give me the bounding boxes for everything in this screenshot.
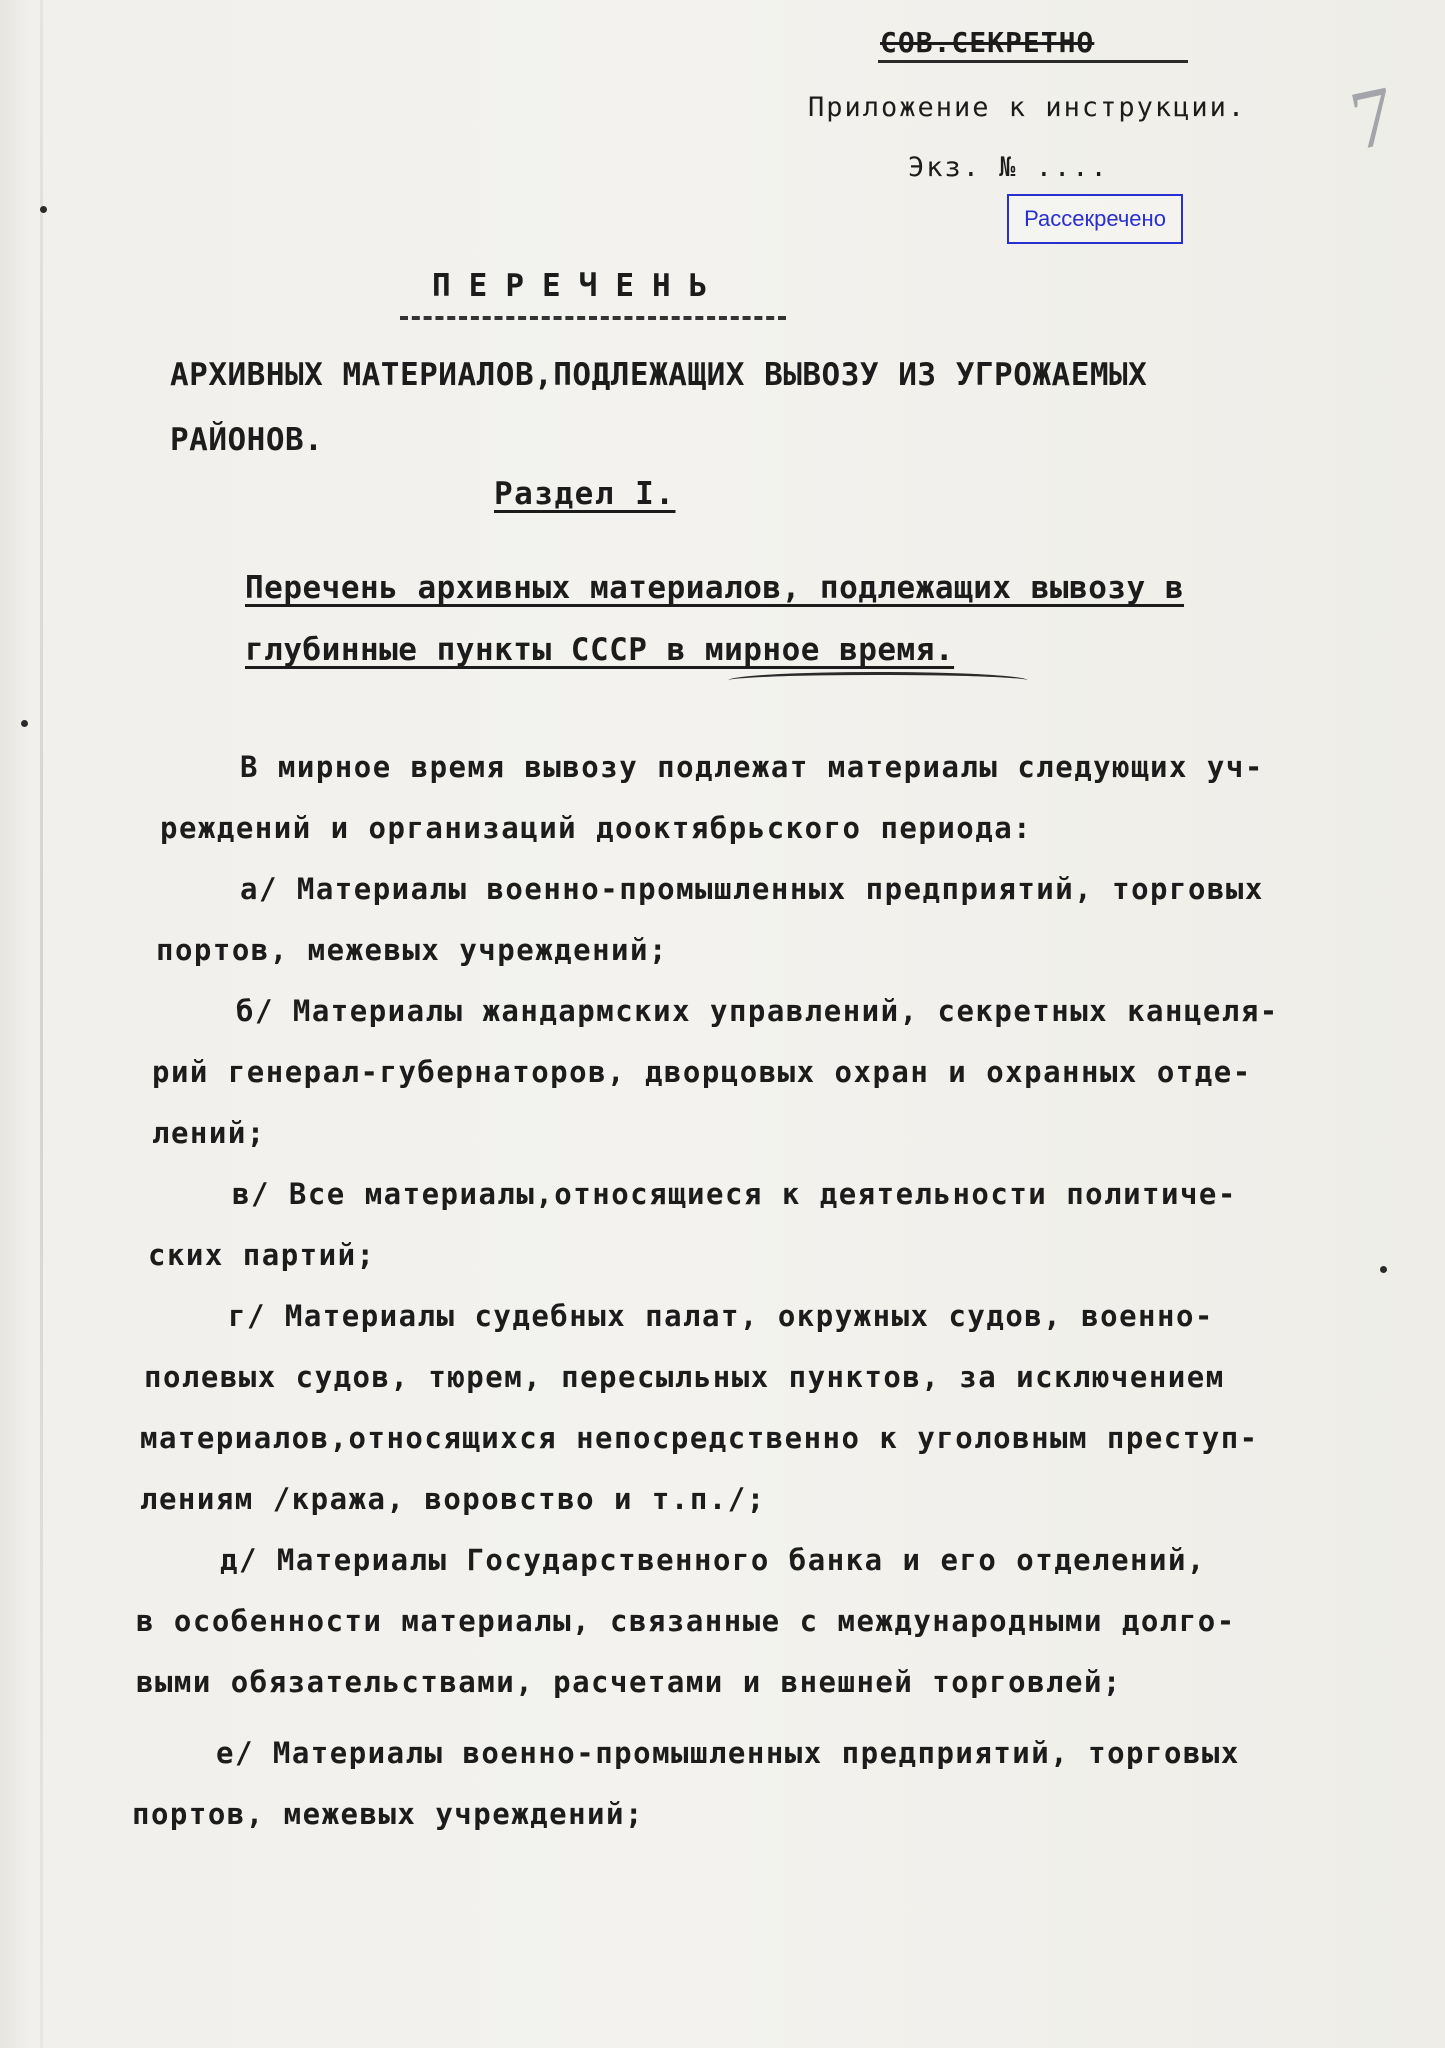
heading-line-1: АРХИВНЫХ МАТЕРИАЛОВ,ПОДЛЕЖАЩИХ ВЫВОЗУ ИЗ УГРОЖАЕМЫХ <box>170 357 1148 393</box>
subtitle-line-1: Перечень архивных материалов, подлежащих вывозу в <box>245 570 1185 606</box>
title-underline <box>400 316 786 320</box>
body-line: е/ Материалы военно-промышленных предприятий, торговых <box>216 1736 1240 1770</box>
body-line: полевых судов, тюрем, пересыльных пунктов, за исключением <box>144 1360 1225 1394</box>
body-line: д/ Материалы Государственного банка и его отделений, <box>220 1543 1206 1577</box>
body-line: рий генерал-губернаторов, дворцовых охран и охранных отде- <box>152 1055 1252 1089</box>
classification-mark: СОВ.СЕКРЕТНО <box>880 26 1095 59</box>
body-line: выми обязательствами, расчетами и внешней торговлей; <box>136 1665 1122 1699</box>
body-line: а/ Материалы военно-промышленных предприятий, торговых <box>240 872 1264 906</box>
copy-number: Экз. № .... <box>908 152 1109 183</box>
body-line: б/ Материалы жандармских управлений, секретных канцеля- <box>236 994 1279 1028</box>
binding-edge <box>40 0 43 2048</box>
section-title: Раздел I. <box>494 476 676 512</box>
body-line: лений; <box>152 1116 266 1150</box>
heading-line-2: РАЙОНОВ. <box>170 422 324 458</box>
body-line: г/ Материалы судебных палат, окружных судов, военно- <box>228 1299 1214 1333</box>
punch-hole <box>21 720 28 727</box>
body-line: в особенности материалы, связанные с международными долго- <box>136 1604 1236 1638</box>
body-line: реждений и организаций дооктябрьского периода: <box>160 811 1033 845</box>
declassified-stamp: Рассекречено <box>1007 194 1183 244</box>
body-line: лениям /кража, воровство и т.п./; <box>140 1482 766 1516</box>
annex-label: Приложение к инструкции. <box>808 92 1247 123</box>
page-number-mark: 7 <box>1342 68 1404 169</box>
body-line: материалов,относящихся непосредственно к уголовным преступ- <box>140 1421 1259 1455</box>
body-line: портов, межевых учреждений; <box>132 1797 644 1831</box>
body-line: портов, межевых учреждений; <box>156 933 668 967</box>
body-line: В мирное время вывозу подлежат материалы следующих уч- <box>240 750 1264 784</box>
subtitle-line-2: глубинные пункты СССР в мирное время. <box>245 632 955 668</box>
punch-hole <box>40 206 47 213</box>
handwritten-underline <box>728 672 1028 689</box>
classification-underline <box>878 60 1188 63</box>
document-title: ПЕРЕЧЕНЬ <box>432 268 726 304</box>
body-line: в/ Все материалы,относящиеся к деятельности политиче- <box>232 1177 1237 1211</box>
body-line: ских партий; <box>148 1238 376 1272</box>
ink-spot <box>1380 1266 1387 1273</box>
